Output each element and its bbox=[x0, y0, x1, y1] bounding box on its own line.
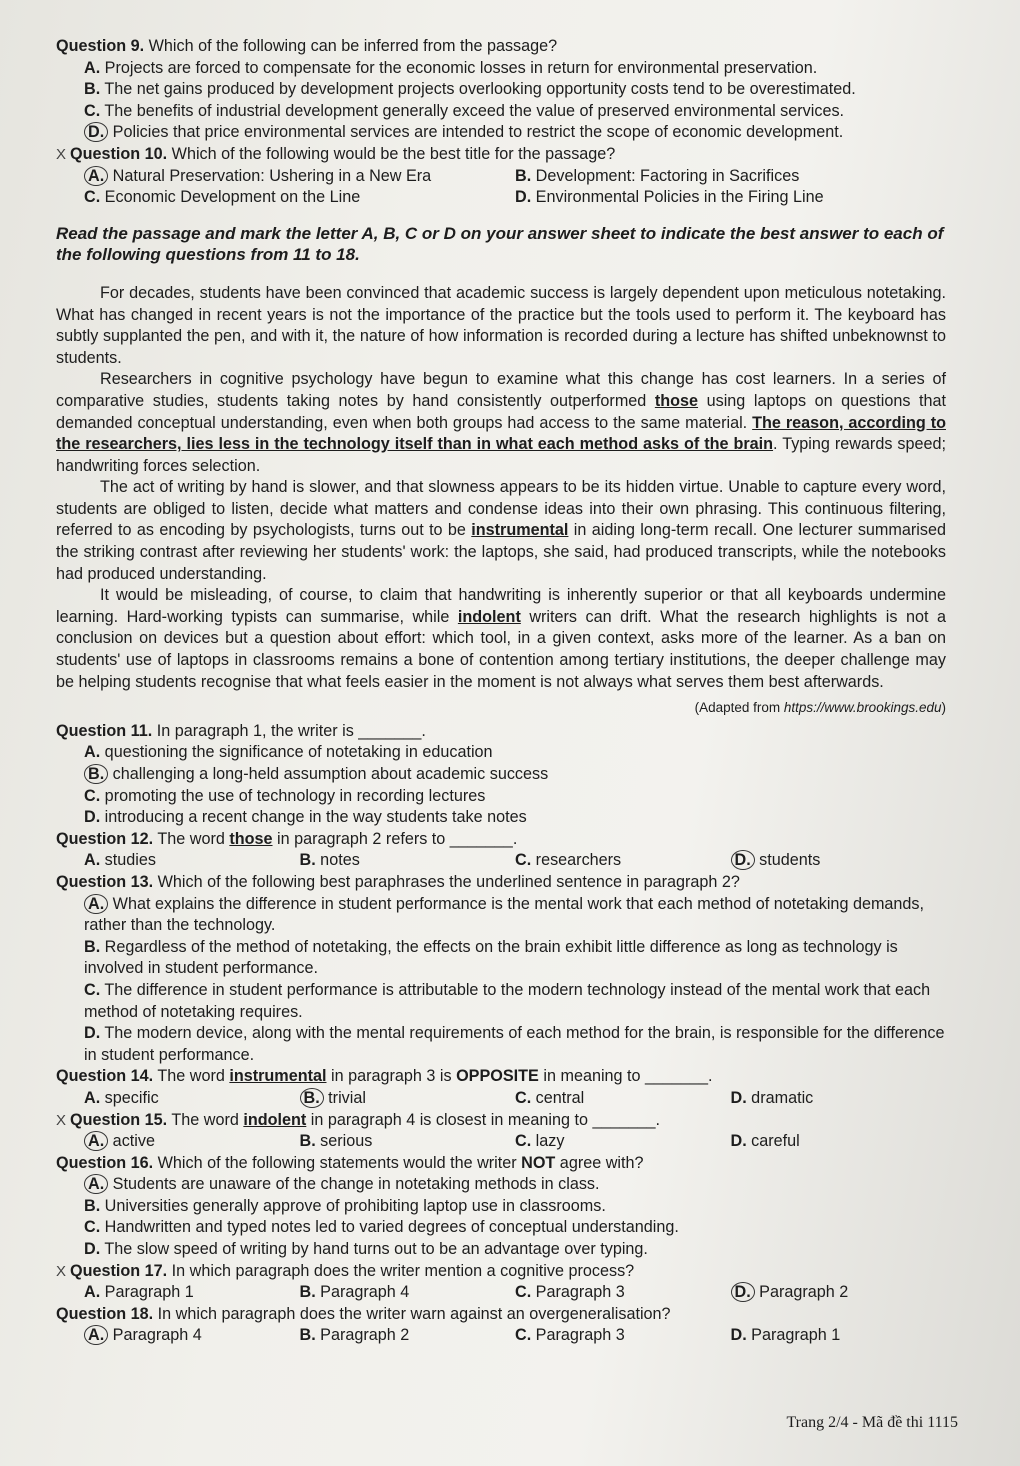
option-b: B. Universities generally approve of prohibiting laptop use in classrooms. bbox=[84, 1196, 606, 1215]
options-row bbox=[56, 1131, 946, 1153]
paragraph-2: Researchers in cognitive psychology have begun to examine what this change has cost learners. In a series of comparative studies, students taking notes by hand consistently outperformed those using laptops on questions that demanded conceptual understanding, even when both groups had access to the same material. The reason, according to the researchers, lies less in the technology itself than in what each method asks of the brain. Typing rewards speed; handwriting forces selection. bbox=[56, 370, 946, 475]
question-label: Question 17. bbox=[70, 1261, 168, 1280]
question-13 bbox=[56, 872, 946, 1066]
question-14: Question 14. The word instrumental in paragraph 3 is OPPOSITE in meaning to _______. A. specific B. trivial C. central D. dramatic bbox=[56, 1066, 946, 1109]
exam-page bbox=[56, 36, 946, 1347]
question-label: Question 13. bbox=[56, 872, 154, 891]
option-b: B. Development: Factoring in Sacrifices bbox=[515, 166, 800, 185]
question-label: Question 14. bbox=[56, 1067, 154, 1086]
question-label: Question 12. bbox=[56, 829, 154, 848]
options-row bbox=[56, 850, 946, 872]
option-a: A. What explains the difference in student performance is the mental work that each method of notetaking demands, rather than the technology. bbox=[84, 894, 925, 935]
option-d: D. The slow speed of writing by hand turns out to be an advantage over typing. bbox=[84, 1240, 648, 1259]
options-row bbox=[56, 1325, 946, 1347]
option-a: A. specific bbox=[84, 1088, 159, 1107]
option-b: B. Paragraph 4 bbox=[299, 1283, 410, 1302]
answer-circle: D. bbox=[731, 1282, 755, 1302]
reading-passage bbox=[56, 283, 946, 719]
answer-circle: A. bbox=[84, 1131, 108, 1151]
question-label: Question 18. bbox=[56, 1304, 154, 1323]
option-c: C. central bbox=[515, 1088, 585, 1107]
option-c: C. The difference in student performance is attributable to the modern technology instead of the mental work that each method of notetaking requires. bbox=[84, 980, 931, 1021]
options-row bbox=[56, 1282, 946, 1304]
question-label: Question 10. bbox=[70, 144, 168, 163]
answer-circle: A. bbox=[84, 166, 108, 186]
question-text: Which of the following would be the best title for the passage? bbox=[167, 144, 616, 163]
option-c: C. Paragraph 3 bbox=[515, 1283, 625, 1302]
option-a: A. questioning the significance of notetaking in education bbox=[84, 743, 493, 762]
option-b: B. trivial bbox=[300, 1088, 516, 1110]
question-16: Question 16. Which of the following statements would the writer NOT agree with? A. Students are unaware of the change in notetaking methods in class. B. Universities generally approve of prohibiting laptop use in classrooms. C. Handwritten and typed notes led to varied degrees of conceptual understanding. D. The slow speed of writing by hand turns out to be an advantage over typing. bbox=[56, 1153, 946, 1261]
option-a: A. Paragraph 4 bbox=[84, 1325, 300, 1347]
answer-circle: A. bbox=[84, 1325, 108, 1345]
question-15: X Question 15. The word indolent in paragraph 4 is closest in meaning to _______. A. active B. serious C. lazy D. careful bbox=[56, 1110, 946, 1153]
option-c: C. lazy bbox=[515, 1132, 565, 1151]
option-b: B. challenging a long-held assumption about academic success bbox=[56, 764, 946, 786]
question-label: Question 11. bbox=[56, 721, 153, 740]
question-text: In which paragraph does the writer warn against an overgeneralisation? bbox=[153, 1304, 671, 1323]
option-d: D. Paragraph 2 bbox=[731, 1282, 947, 1304]
answer-circle: A. bbox=[84, 894, 108, 914]
question-11 bbox=[56, 721, 946, 829]
question-18 bbox=[56, 1304, 946, 1347]
answer-circle: D. bbox=[84, 122, 108, 142]
answer-circle: B. bbox=[84, 764, 108, 784]
option-d: D. students bbox=[731, 850, 947, 872]
passage-source: (Adapted from https://www.brookings.edu) bbox=[694, 700, 946, 716]
option-c: C. researchers bbox=[515, 851, 622, 870]
option-b: B. serious bbox=[299, 1132, 373, 1151]
options-row bbox=[56, 1088, 946, 1110]
question-label: Question 16. bbox=[56, 1153, 154, 1172]
options-row bbox=[56, 187, 946, 209]
option-c: C. Paragraph 3 bbox=[515, 1326, 625, 1345]
option-d: D. Policies that price environmental services are intended to restrict the scope of economic development. bbox=[56, 122, 946, 144]
paragraph-4: It would be misleading, of course, to claim that handwriting is inherently superior or that all keyboards undermine learning. Hard-working typists can summarise, while indolent writers can drift. What the research highlights is not a conclusion on devices but a question about effort: which tool, in a given context, asks more of the learner. As a ban on students' use of laptops in classrooms remains a bone of contention among tertiary institutions, the deeper challenge may be helping students recognise that what feels easier in the moment is not always what serves them best afterwards. bbox=[56, 586, 946, 691]
option-a: A. Paragraph 1 bbox=[84, 1283, 194, 1302]
question-label: Question 15. bbox=[70, 1110, 168, 1129]
option-b: B. Regardless of the method of notetaking, the effects on the brain exhibit little difference as long as technology is involved in student performance. bbox=[84, 937, 898, 978]
question-10 bbox=[56, 144, 946, 209]
question-12: Question 12. The word those in paragraph 2 refers to _______. A. studies B. notes C. researchers D. students bbox=[56, 829, 946, 872]
option-d: D. dramatic bbox=[730, 1088, 814, 1107]
option-d: D. careful bbox=[730, 1132, 800, 1151]
word-instrumental: instrumental bbox=[471, 521, 569, 540]
options-row bbox=[56, 166, 946, 188]
option-a: A. studies bbox=[84, 851, 156, 870]
option-d: D. Paragraph 1 bbox=[730, 1326, 841, 1345]
answer-circle: A. bbox=[84, 1174, 108, 1194]
handwritten-x-mark: X bbox=[56, 1262, 67, 1280]
underlined-sentence: The reason, according to the researchers, lies less in the technology itself than in what each method asks of the brain bbox=[56, 413, 946, 454]
option-b: B. The net gains produced by development projects overlooking opportunity costs tend to be overestimated. bbox=[84, 80, 856, 99]
question-9 bbox=[56, 36, 946, 144]
option-d: D. The modern device, along with the mental requirements of each method for the brain, is responsible for the difference in student performance. bbox=[84, 1024, 945, 1064]
handwritten-x-mark: X bbox=[56, 1111, 67, 1129]
option-a: A. Students are unaware of the change in notetaking methods in class. bbox=[56, 1174, 946, 1196]
question-text: Which of the following best paraphrases the underlined sentence in paragraph 2? bbox=[153, 872, 740, 891]
option-c: C. Economic Development on the Line bbox=[84, 188, 361, 207]
page-footer: Trang 2/4 - Mã đề thi 1115 bbox=[786, 1414, 958, 1431]
paragraph-3: The act of writing by hand is slower, and that slowness appears to be its hidden virtue. Unable to capture every word, students are obliged to listen, decide what matters and condense ideas into their own phrasing. This continuous filtering, referred to as encoding by psychologists, turns out to be instrumental in aiding long-term recall. One lecturer summarised the striking contrast after reviewing her students' work: the laptops, she said, had produced transcripts, while the notebooks had produced understanding. bbox=[56, 478, 946, 583]
option-c: C. The benefits of industrial development generally exceed the value of preserved environmental services. bbox=[84, 101, 845, 120]
option-c: C. promoting the use of technology in recording lectures bbox=[84, 786, 486, 805]
question-text: In which paragraph does the writer mention a cognitive process? bbox=[167, 1261, 635, 1280]
question-text: In paragraph 1, the writer is _______. bbox=[152, 721, 426, 740]
option-b: B. Paragraph 2 bbox=[299, 1326, 410, 1345]
word-indolent: indolent bbox=[457, 607, 521, 626]
handwritten-x-mark: X bbox=[56, 145, 67, 163]
option-a: A. active bbox=[84, 1131, 300, 1153]
target-word: indolent bbox=[243, 1110, 307, 1129]
option-a: A. Natural Preservation: Ushering in a New Era bbox=[84, 166, 515, 188]
target-word: those bbox=[229, 829, 273, 848]
option-d: D. Environmental Policies in the Firing Line bbox=[515, 188, 824, 207]
answer-circle: D. bbox=[731, 850, 755, 870]
question-17 bbox=[56, 1261, 946, 1304]
word-those: those bbox=[654, 391, 699, 410]
question-text: Which of the following can be inferred from the passage? bbox=[144, 37, 558, 55]
option-a: A. Projects are forced to compensate for the economic losses in return for environmental preservation. bbox=[84, 58, 818, 77]
answer-circle: B. bbox=[300, 1088, 324, 1108]
option-c: C. Handwritten and typed notes led to varied degrees of conceptual understanding. bbox=[84, 1218, 679, 1237]
section-instruction: Read the passage and mark the letter A, B, C or D on your answer sheet to indicate the best answer to each of the following questions from 11 to 18. bbox=[56, 223, 944, 265]
question-label: Question 9. bbox=[56, 37, 145, 55]
option-d: D. introducing a recent change in the way students take notes bbox=[84, 808, 527, 827]
target-word: instrumental bbox=[229, 1067, 327, 1086]
paragraph-1: For decades, students have been convinced that academic success is largely dependent upon meticulous notetaking. What has changed in recent years is not the importance of the practice but the tools used to perform it. The keyboard has subtly supplanted the pen, and with it, the nature of how information is recorded during a lecture has shifted unbeknownst to students. bbox=[56, 283, 946, 367]
option-b: B. notes bbox=[299, 851, 360, 870]
